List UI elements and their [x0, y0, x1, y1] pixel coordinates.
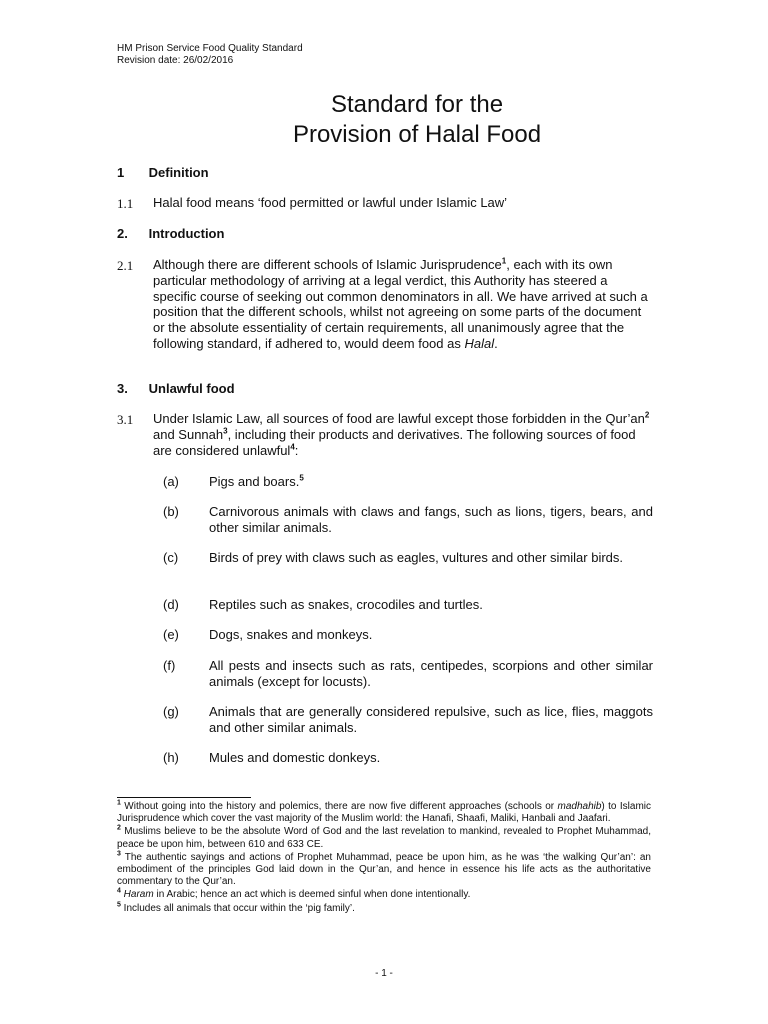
list-item-text: Animals that are generally considered repulsive, such as lice, flies, maggots and other similar animals.	[209, 704, 653, 735]
clause-italic-term: Halal	[464, 335, 495, 351]
list-item-text: Dogs, snakes and monkeys.	[209, 627, 373, 642]
title-line-1: Standard for the	[330, 91, 504, 118]
list-item-label: (b)	[163, 504, 179, 519]
section-title: Introduction	[148, 226, 225, 241]
list-item-text: Reptiles such as snakes, crocodiles and turtles.	[209, 597, 483, 612]
footnote-5	[117, 903, 651, 915]
clause-text-run: Although there are different schools of Islamic Jurisprudence	[153, 257, 502, 272]
footnote-number: 1	[117, 799, 121, 807]
clause-text-run: :	[294, 442, 299, 458]
list-item-text: Mules and domestic donkeys.	[209, 750, 381, 765]
clause-2-1-number: 2.1	[117, 258, 134, 273]
footnote-text-run: Without going into the history and polemics, there are now five different approaches (schools or	[120, 801, 558, 812]
title-line-2: Provision of Halal Food	[292, 121, 542, 148]
section-number: 2.	[117, 226, 128, 241]
clause-1-1-number: 1.1	[117, 196, 134, 211]
footnote-2	[117, 826, 651, 850]
footnote-text-run: The authentic sayings and actions of Prophet Muhammad, peace be upon him, as he was ‘the walking Qur’an’: an embodiment of the principles God laid down in the Qur’an, and hence in essence his life acts as the authoritative commentary to the Qur’an.	[117, 851, 651, 888]
clause-text-run: , including their products and derivatives. The following sources of food are considered unlawful	[153, 426, 636, 458]
footnote-ref-1[interactable]: 1	[501, 256, 507, 266]
footnote-text-run: Includes all animals that occur within the ‘pig family’.	[120, 902, 355, 914]
clause-text-run: , each with its own particular methodology of arriving at a legal verdict, this Authority has steered a specific course of seeking out common denominators in all. We have arrived at such a position that the different schools, whilst not agreeing on some parts of the document or the absolute essentiality of certain requirements, all unanimously agree that the following standard, if adhered to, would deem food as	[153, 257, 648, 351]
footnote-number: 2	[117, 825, 121, 833]
section-3-heading	[117, 381, 235, 397]
footnote-ref-3[interactable]: 3	[223, 426, 228, 436]
page-title	[117, 90, 717, 150]
list-item-label: (f)	[163, 658, 176, 673]
footnote-text-run: ) to Islamic Jurisprudence which cover the vast majority of the Muslim world: the Hanafi, Shaafi, Maliki, Hanbali and Jaafari.	[117, 801, 651, 825]
running-header	[117, 43, 303, 67]
footnote-4	[117, 889, 651, 901]
section-title: Definition	[148, 165, 209, 180]
clause-text-run: Under Islamic Law, all sources of food are lawful except those forbidden in the Qur’an	[153, 411, 645, 426]
footnote-text-run: Muslims believe to be the absolute Word of God and the last revelation to mankind, revealed to Prophet Muhammad, peace be upon him, between 610 and 633 CE.	[117, 826, 651, 850]
clause-1-1-text: Halal food means ‘food permitted or lawful under Islamic Law’	[153, 195, 508, 210]
header-revision-date: Revision date: 26/02/2016	[117, 55, 234, 66]
clause-3-1-number: 3.1	[117, 412, 134, 427]
footnote-number: 4	[117, 888, 121, 896]
list-item-label: (e)	[163, 627, 179, 642]
footnote-1	[117, 801, 651, 825]
list-item-label: (a)	[163, 474, 179, 489]
footnote-ref-4[interactable]: 4	[290, 442, 295, 452]
section-number: 1	[117, 165, 125, 180]
list-item-label: (h)	[163, 750, 179, 765]
footnote-ref-5[interactable]: 5	[299, 473, 304, 483]
list-item-label: (c)	[163, 550, 179, 565]
section-2-heading	[117, 226, 224, 242]
footnote-text-run: in Arabic; hence an act which is deemed sinful when done intentionally.	[153, 889, 471, 901]
list-item-text: All pests and insects such as rats, centipedes, scorpions and other similar animals (except for locusts).	[209, 658, 653, 689]
clause-text-run: .	[494, 335, 498, 351]
section-1-heading	[117, 165, 209, 181]
section-title: Unlawful food	[148, 381, 235, 396]
list-item-text-run: Pigs and boars.	[209, 474, 300, 489]
list-item-text: Carnivorous animals with claws and fangs, such as lions, tigers, bears, and other similar animals.	[209, 504, 653, 535]
list-item-text	[209, 474, 653, 490]
footnote-3	[117, 852, 651, 889]
list-item-label: (g)	[163, 704, 179, 719]
footnote-italic-term: Haram	[120, 889, 154, 901]
section-number: 3.	[117, 381, 128, 396]
clause-3-1-text	[153, 411, 651, 458]
list-item-label: (d)	[163, 597, 179, 612]
clause-text-run: and Sunnah	[153, 426, 224, 442]
footnote-number: 5	[117, 901, 121, 909]
footnote-separator	[117, 797, 251, 798]
page-number: - 1 -	[375, 968, 393, 979]
footnote-italic-term: madhahib	[557, 801, 602, 812]
list-item-text: Birds of prey with claws such as eagles, vultures and other similar birds.	[209, 550, 624, 565]
footnote-ref-2[interactable]: 2	[644, 410, 650, 420]
footnotes	[117, 801, 651, 916]
clause-2-1-text	[153, 257, 651, 352]
footnote-number: 3	[117, 850, 121, 858]
header-standard-name: HM Prison Service Food Quality Standard	[117, 43, 303, 54]
